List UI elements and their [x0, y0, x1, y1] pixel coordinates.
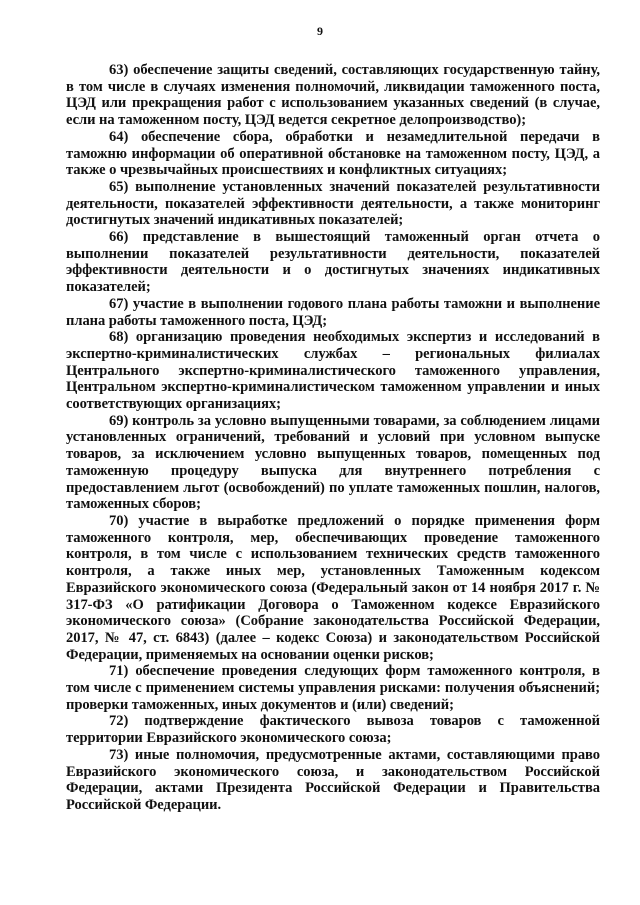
paragraph-66: 66) представление в вышестоящий таможенный орган отчета о выполнении показателей результативности деятельности, показателей эффективности деятельности и о достигнутых значениях индикативных показателей;: [66, 229, 600, 296]
paragraph-70: 70) участие в выработке предложений о порядке применения форм таможенного контроля, мер, обеспечивающих проведение таможенного контроля, в том числе с использованием технических средств таможенного контроля, а также иных мер, установленных Таможенным кодексом Евразийского экономического союза (Федеральный закон от 14 ноября 2017 г. № 317-ФЗ «О ратификации Договора о Таможенном кодексе Евразийского экономического союза» (Собрание законодательства Российской Федерации, 2017, № 47, ст. 6843) (далее – кодекс Союза) и законодательством Российской Федерации, применяемых на основании оценки рисков;: [66, 512, 600, 663]
paragraph-69: 69) контроль за условно выпущенными товарами, за соблюдением лицами установленных ограничений, требований и условий при условном выпуске товаров, за исключением условно выпущенных товаров, помещенных под таможенную процедуру выпуска для внутреннего потребления с предоставлением льгот (освобождений) по уплате таможенных пошлин, налогов, таможенных сборов;: [66, 412, 600, 513]
paragraph-73: 73) иные полномочия, предусмотренные актами, составляющими право Евразийского экономического союза, и законодательством Российской Федерации, актами Президента Российской Федерации и Правительства Российской Федерации.: [66, 746, 600, 813]
document-body: [66, 62, 600, 814]
paragraph-68: 68) организацию проведения необходимых экспертиз и исследований в экспертно-криминалистических службах – региональных филиалах Центрального экспертно-криминалистического таможенного управления, Центральном экспертно-криминалистическом таможенном управлении и иных соответствующих организациях;: [66, 329, 600, 413]
paragraph-67: 67) участие в выполнении годового плана работы таможни и выполнение плана работы таможенного поста, ЦЭД;: [66, 295, 600, 329]
paragraph-63: 63) обеспечение защиты сведений, составляющих государственную тайну, в том числе в случаях изменения полномочий, ликвидации таможенного поста, ЦЭД или прекращения работ с использованием указанных сведений (в случае, если на таможенном посту, ЦЭД ведется секретное делопроизводство);: [66, 62, 600, 129]
paragraph-71: 71) обеспечение проведения следующих форм таможенного контроля, в том числе с применением системы управления рисками: получения объяснений; проверки таможенных, иных документов и (или) сведений;: [66, 663, 600, 713]
paragraph-65: 65) выполнение установленных значений показателей результативности деятельности, показателей эффективности деятельности, а также мониторинг достигнутых значений индикативных показателей;: [66, 178, 600, 229]
paragraph-64: 64) обеспечение сбора, обработки и незамедлительной передачи в таможню информации об оперативной обстановке на таможенном посту, ЦЭД, а также о чрезвычайных происшествиях и конфликтных ситуациях;: [66, 128, 600, 179]
paragraph-72: 72) подтверждение фактического вывоза товаров с таможенной территории Евразийского экономического союза;: [66, 713, 600, 747]
page-number: 9: [317, 24, 323, 38]
